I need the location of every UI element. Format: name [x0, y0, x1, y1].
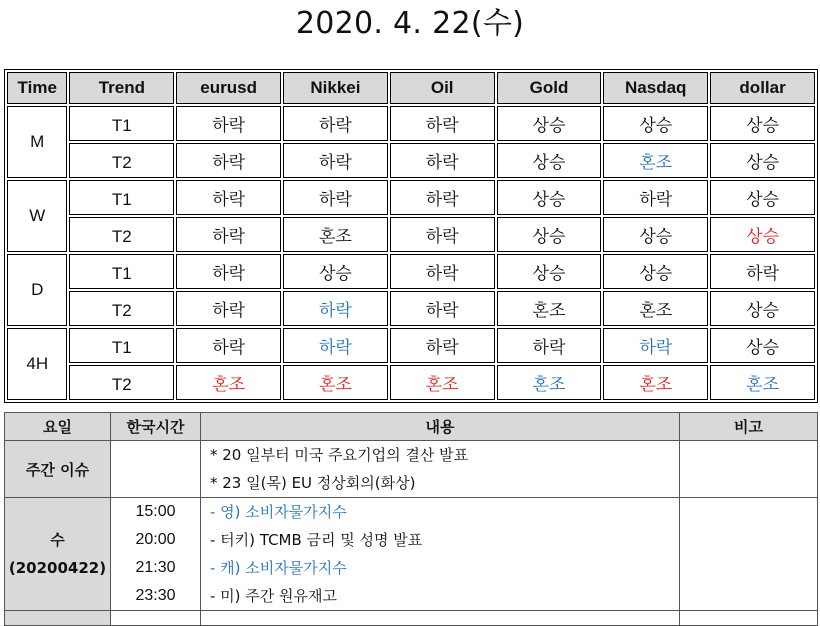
wednesday-day-label [5, 498, 111, 611]
trend-cell-gold: 상승 [497, 143, 602, 178]
trend-label: T2 [69, 291, 174, 326]
trend-cell-nikkei: 하락 [283, 291, 388, 326]
trend-row [7, 328, 815, 363]
trend-cell-nikkei: 상승 [283, 254, 388, 289]
trend-cell-nasdaq: 상승 [603, 254, 708, 289]
trend-cell-eurusd: 하락 [176, 180, 281, 215]
trend-cell-nasdaq: 하락 [603, 180, 708, 215]
trend-cell-oil: 하락 [390, 217, 495, 252]
trend-cell-dollar: 상승 [710, 217, 815, 252]
timeframe-label: D [7, 254, 67, 326]
trend-cell-eurusd: 하락 [176, 106, 281, 141]
weekly-issue-item: * 23 일(목) EU 정상회의(화상) [210, 474, 416, 492]
trend-header-nasdaq: Nasdaq [603, 72, 708, 104]
trend-label: T2 [69, 365, 174, 400]
trend-cell-nikkei: 하락 [283, 180, 388, 215]
weekly-issue-item: * 20 일부터 미국 주요기업의 결산 발표 [210, 446, 469, 464]
next-day-content [201, 611, 680, 626]
trend-cell-dollar: 상승 [710, 328, 815, 363]
next-day-row [5, 611, 818, 626]
trend-cell-dollar: 하락 [710, 254, 815, 289]
trend-header-nikkei: Nikkei [283, 72, 388, 104]
trend-cell-gold: 상승 [497, 217, 602, 252]
schedule-header-time: 한국시간 [111, 413, 201, 441]
wednesday-times [111, 498, 201, 611]
trend-row [7, 180, 815, 215]
next-day-note [680, 611, 818, 626]
wednesday-events [201, 498, 680, 611]
timeframe-label: W [7, 180, 67, 252]
trend-cell-eurusd: 하락 [176, 143, 281, 178]
wednesday-row [5, 498, 818, 611]
trend-cell-eurusd: 하락 [176, 328, 281, 363]
page-title: 2020. 4. 22(수) [295, 6, 525, 41]
trend-cell-oil: 하락 [390, 143, 495, 178]
weekly-issue-note [680, 441, 818, 498]
trend-cell-nikkei: 혼조 [283, 217, 388, 252]
trend-cell-gold: 상승 [497, 106, 602, 141]
trend-cell-gold: 하락 [497, 328, 602, 363]
wednesday-note [680, 498, 818, 611]
trend-cell-gold: 상승 [497, 254, 602, 289]
event-item: - 영) 소비자물가지수 [210, 503, 347, 521]
event-time: 20:00 [135, 531, 176, 548]
trend-header-eurusd: eurusd [176, 72, 281, 104]
weekly-issue-content [201, 441, 680, 498]
schedule-table [4, 412, 818, 626]
trend-cell-nasdaq: 혼조 [603, 143, 708, 178]
trend-label: T1 [69, 254, 174, 289]
weekly-issue-label: 주간 이슈 [5, 441, 111, 498]
trend-cell-oil: 하락 [390, 106, 495, 141]
event-item: - 미) 주간 원유재고 [210, 587, 337, 605]
wednesday-day-date: (20200422) [8, 559, 107, 577]
trend-cell-dollar: 상승 [710, 143, 815, 178]
trend-cell-oil: 하락 [390, 291, 495, 326]
trend-cell-eurusd: 혼조 [176, 365, 281, 400]
trend-row [7, 365, 815, 400]
trend-cell-eurusd: 하락 [176, 217, 281, 252]
trend-cell-dollar: 상승 [710, 180, 815, 215]
trend-label: T2 [69, 143, 174, 178]
schedule-header-day: 요일 [5, 413, 111, 441]
trend-cell-oil: 하락 [390, 328, 495, 363]
trend-cell-nasdaq: 상승 [603, 106, 708, 141]
schedule-header-note: 비고 [680, 413, 818, 441]
schedule-header-row [5, 413, 818, 441]
trend-table-body [7, 106, 815, 400]
event-time: 15:00 [135, 503, 176, 520]
event-time: 21:30 [135, 559, 176, 576]
weekly-issue-time-cell [111, 441, 201, 498]
trend-cell-nikkei: 하락 [283, 143, 388, 178]
trend-label: T2 [69, 217, 174, 252]
trend-label: T1 [69, 106, 174, 141]
trend-cell-nasdaq: 혼조 [603, 291, 708, 326]
trend-cell-dollar: 상승 [710, 291, 815, 326]
event-time: 23:30 [135, 587, 176, 604]
trend-cell-gold: 혼조 [497, 365, 602, 400]
trend-cell-oil: 혼조 [390, 365, 495, 400]
timeframe-label: M [7, 106, 67, 178]
trend-row [7, 291, 815, 326]
trend-label: T1 [69, 328, 174, 363]
next-day-time [111, 611, 201, 626]
trend-row [7, 254, 815, 289]
trend-cell-nikkei: 혼조 [283, 365, 388, 400]
trend-cell-nasdaq: 하락 [603, 328, 708, 363]
trend-header-trend: Trend [69, 72, 174, 104]
schedule-header-content: 내용 [201, 413, 680, 441]
next-day-label [5, 611, 111, 626]
trend-row [7, 106, 815, 141]
weekly-issue-row [5, 441, 818, 498]
trend-cell-nasdaq: 혼조 [603, 365, 708, 400]
trend-header-dollar: dollar [710, 72, 815, 104]
trend-cell-gold: 상승 [497, 180, 602, 215]
trend-header-gold: Gold [497, 72, 602, 104]
trend-table [4, 69, 818, 403]
trend-row [7, 217, 815, 252]
trend-row [7, 143, 815, 178]
trend-cell-nikkei: 하락 [283, 328, 388, 363]
trend-cell-oil: 하락 [390, 180, 495, 215]
event-item: - 캐) 소비자물가지수 [210, 559, 347, 577]
trend-cell-nasdaq: 상승 [603, 217, 708, 252]
trend-header-row [7, 72, 815, 104]
trend-cell-eurusd: 하락 [176, 291, 281, 326]
trend-cell-nikkei: 하락 [283, 106, 388, 141]
trend-label: T1 [69, 180, 174, 215]
event-item: - 터키) TCMB 금리 및 성명 발표 [210, 531, 423, 549]
wednesday-day-name: 수 [50, 531, 65, 549]
trend-cell-eurusd: 하락 [176, 254, 281, 289]
trend-header-oil: Oil [390, 72, 495, 104]
trend-cell-oil: 하락 [390, 254, 495, 289]
timeframe-label: 4H [7, 328, 67, 400]
trend-cell-dollar: 혼조 [710, 365, 815, 400]
trend-header-time: Time [7, 72, 67, 104]
trend-cell-gold: 혼조 [497, 291, 602, 326]
trend-cell-dollar: 상승 [710, 106, 815, 141]
